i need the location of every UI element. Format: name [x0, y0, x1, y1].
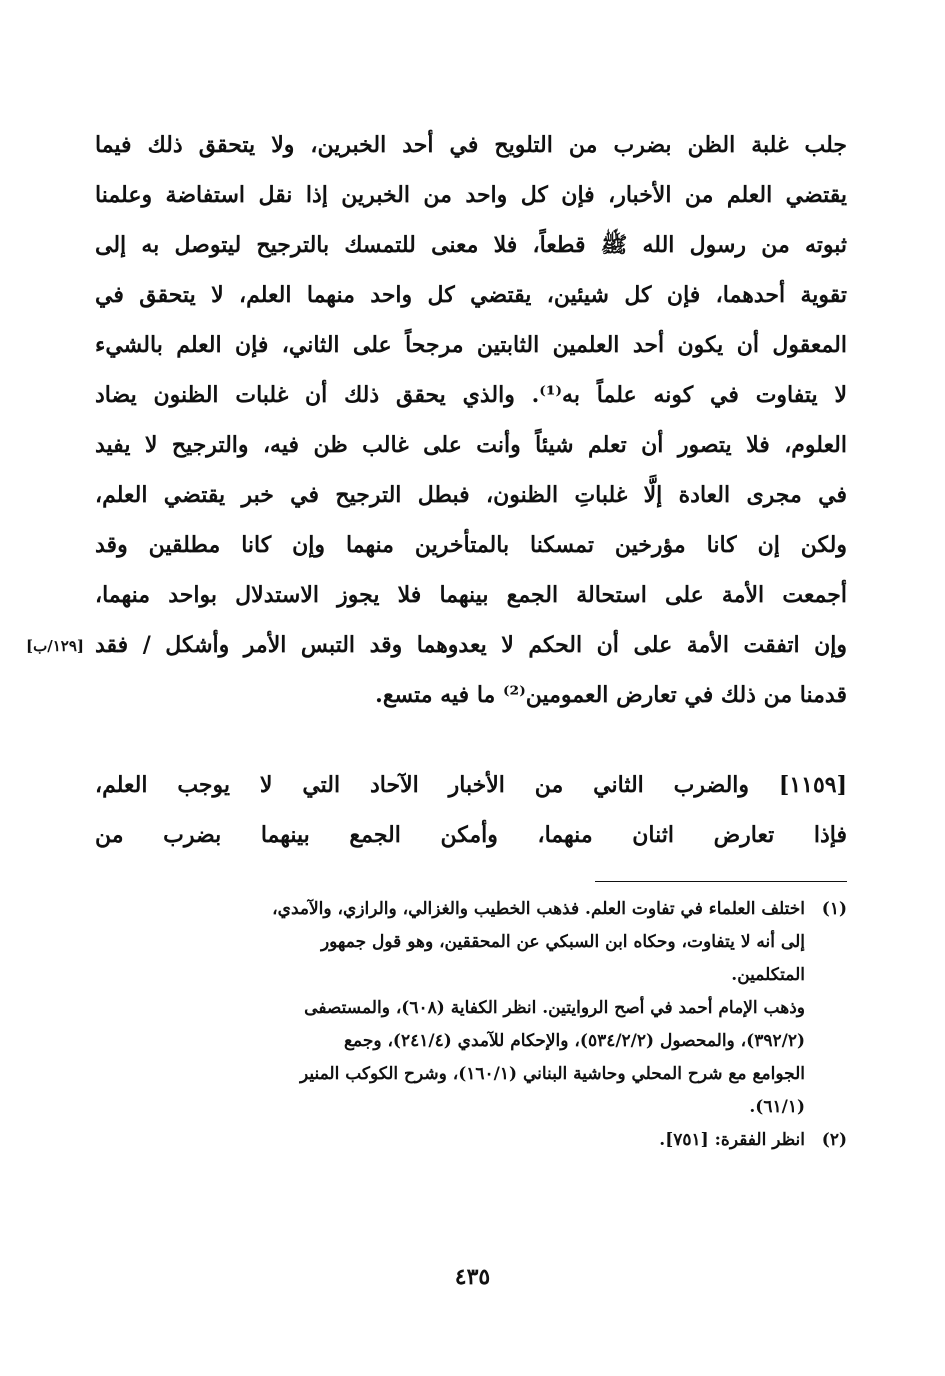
text-line: العلوم، فلا يتصور أن تعلم شيئاً وأنت على غالب ظن فيه، والترجيح لا يفيد	[95, 432, 847, 458]
text-line: فإذا تعارض اثنان منهما، وأمكن الجمع بينهما بضرب من	[95, 822, 847, 848]
main-paragraph	[95, 120, 847, 720]
footnote-number: (٢)	[821, 1130, 847, 1150]
text-line: تقوية أحدهما، فإن كل شيئين، يقتضي كل واحد منهما العلم، لا يتحقق في	[95, 282, 847, 308]
footnotes	[95, 893, 847, 1157]
footnote-text: اختلف العلماء في تفاوت العلم. فذهب الخطيب والغزالي، والرازي، والآمدي،	[272, 899, 805, 919]
footnote-text: المتكلمين.	[731, 965, 805, 985]
text-line: لا يتفاوت في كونه علماً به⁽¹⁾. والذي يحقق ذلك أن غلبات الظنون يضاد	[95, 382, 847, 408]
footnote-text: الجوامع مع شرح المحلي وحاشية البناني (١٦٠/١)، وشرح الكوكب المنير	[299, 1064, 805, 1084]
text-line: وإن اتفقت الأمة على أن الحكم لا يعدوهما وقد التبس الأمر وأشكل / فقد	[95, 632, 847, 658]
footnote-1	[95, 893, 847, 926]
footnote-text: (٦١/١).	[749, 1097, 805, 1117]
text-line: أجمعت الأمة على استحالة الجمع بينهما فلا يجوز الاستدلال بواحد منهما،	[95, 582, 847, 608]
text-line: ولكن إن كانا مؤرخين تمسكنا بالمتأخرين منهما وإن كانا مطلقين وقد	[95, 532, 847, 558]
text-line: جلب غلبة الظن بضرب من التلويح في أحد الخبرين، ولا يتحقق ذلك فيما	[95, 132, 847, 158]
text-line: يقتضي العلم من الأخبار، فإن كل واحد من الخبرين إذا نقل استفاضة وعلمنا	[95, 182, 847, 208]
footnote-text: إلى أنه لا يتفاوت، وحكاه ابن السبكي عن المحققين، وهو قول جمهور	[320, 932, 805, 952]
footnote-text: (٣٩٢/٢)، والمحصول (٥٣٤/٢/٢)، والإحكام للآمدي (٢٤١/٤)، وجمع	[343, 1031, 805, 1051]
footnote-number: (١)	[821, 899, 847, 919]
footnote-2	[95, 1124, 847, 1157]
text-line: قدمنا من ذلك في تعارض العمومين⁽²⁾ ما فيه متسع.	[375, 682, 847, 708]
manuscript-folio-marker: [١٢٩/ب]	[26, 637, 84, 655]
page-number: ٤٣٥	[454, 1264, 491, 1290]
text-line: في مجرى العادة إلَّا غلباتِ الظنون، فبطل الترجيح في خبر يقتضي العلم،	[95, 482, 847, 508]
text-line: ثبوته من رسول الله ﷺ قطعاً، فلا معنى للتمسك بالترجيح ليتوصل به إلى	[95, 232, 847, 258]
footnote-text: وذهب الإمام أحمد في أصح الروايتين. انظر الكفاية (٦٠٨)، والمستصفى	[304, 998, 805, 1018]
text-line: [١١٥٩] والضرب الثاني من الأخبار الآحاد التي لا يوجب العلم،	[95, 772, 847, 798]
footnote-text: انظر الفقرة: [٧٥١].	[659, 1130, 805, 1150]
footnote-separator	[595, 881, 847, 882]
text-line: المعقول أن يكون أحد العلمين الثابتين مرجحاً على الثاني، فإن العلم بالشيء	[95, 332, 847, 358]
second-paragraph	[95, 760, 847, 860]
